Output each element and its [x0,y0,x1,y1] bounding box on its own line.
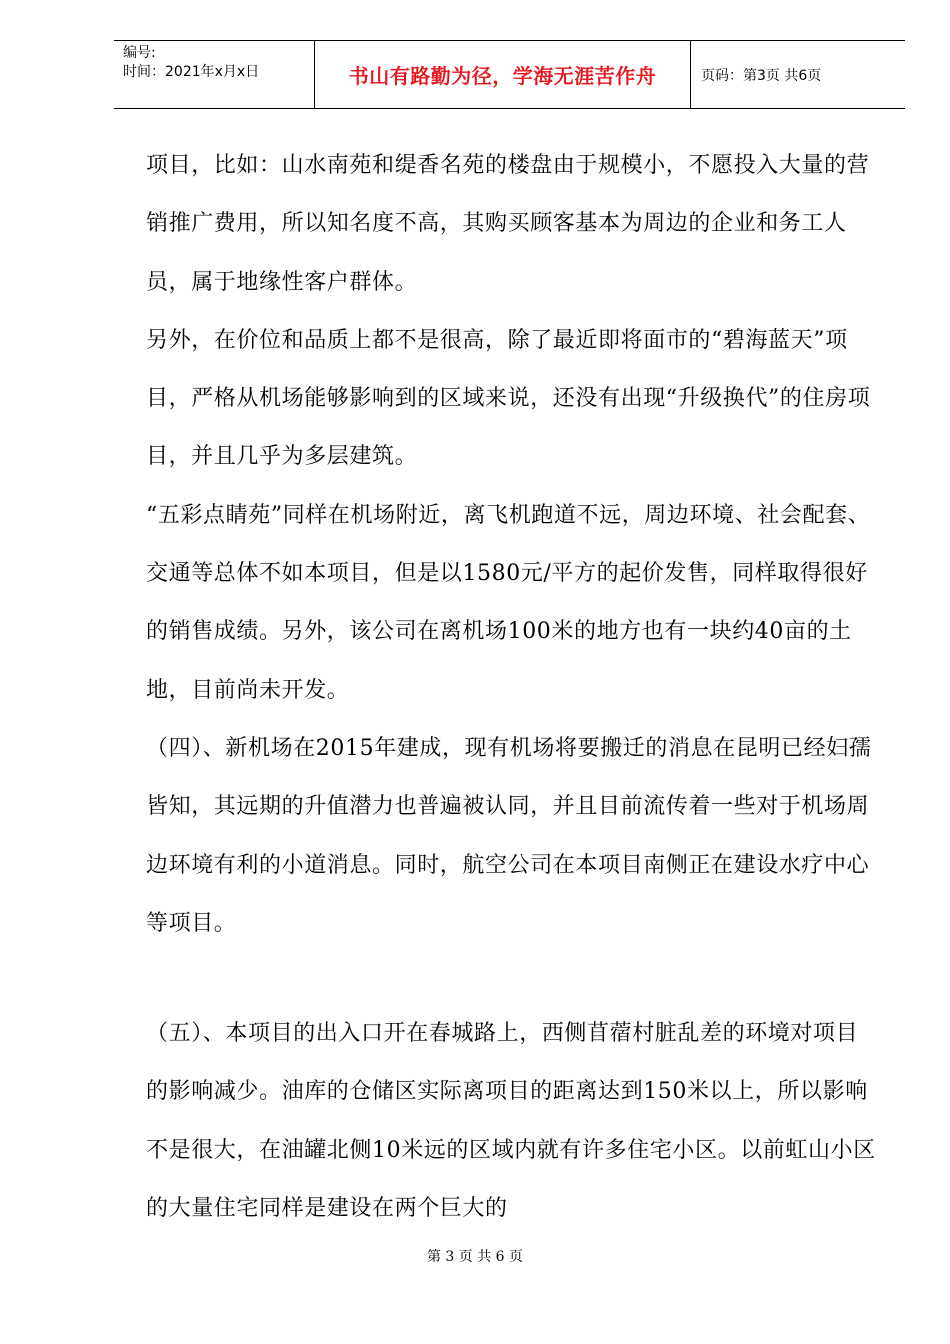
body-paragraph: “五彩点睛苑”同样在机场附近，离飞机跑道不远，周边环境、社会配套、交通等总体不如本项目，但是以1580元/平方的起价发售，同样取得很好的销售成绩。另外，该公司在离机场100米的地方也有一块约40亩的土地，目前尚未开发。 [146,502,871,703]
page-header [114,40,905,109]
body-paragraph: （五）、本项目的出入口开在春城路上，西侧苜蓿村脏乱差的环境对项目的影响减少。油库的仓储区实际离项目的距离达到150米以上，所以影响不是很大，在油罐北侧10米远的区域内就有许多住宅小区。以前虹山小区的大量住宅同样是建设在两个巨大的 [146,1021,876,1222]
document-number-label: 编号: [123,45,156,61]
document-time-label: 时间：2021年x月x日 [123,64,260,80]
page-footer: 第 3 页 共 6 页 [426,1249,524,1265]
document-body [146,137,876,1238]
body-paragraph: （四）、新机场在2015年建成，现有机场将要搬迁的消息在昆明已经妇孺皆知，其远期的升值潜力也普遍被认同，并且目前流传着一些对于机场周边环境有利的小道消息。同时，航空公司在本项目南侧正在建设水疗中心等项目。 [146,735,872,936]
header-page-info: 页码：第3页 共6页 [701,67,822,84]
body-paragraph: 项目，比如：山水南苑和缇香名苑的楼盘由于规模小，不愿投入大量的营销推广费用，所以知名度不高，其购买顾客基本为周边的企业和务工人员，属于地缘性客户群体。 [146,153,870,295]
header-meta [114,41,315,108]
body-paragraph: 另外，在价位和品质上都不是很高，除了最近即将面市的“碧海蓝天”项目，严格从机场能够影响到的区域来说，还没有出现“升级换代”的住房项目，并且几乎为多层建筑。 [146,327,871,470]
paragraph-spacer [146,953,876,1005]
header-motto: 书山有路勤为径，学海无涯苦作舟 [315,41,691,108]
